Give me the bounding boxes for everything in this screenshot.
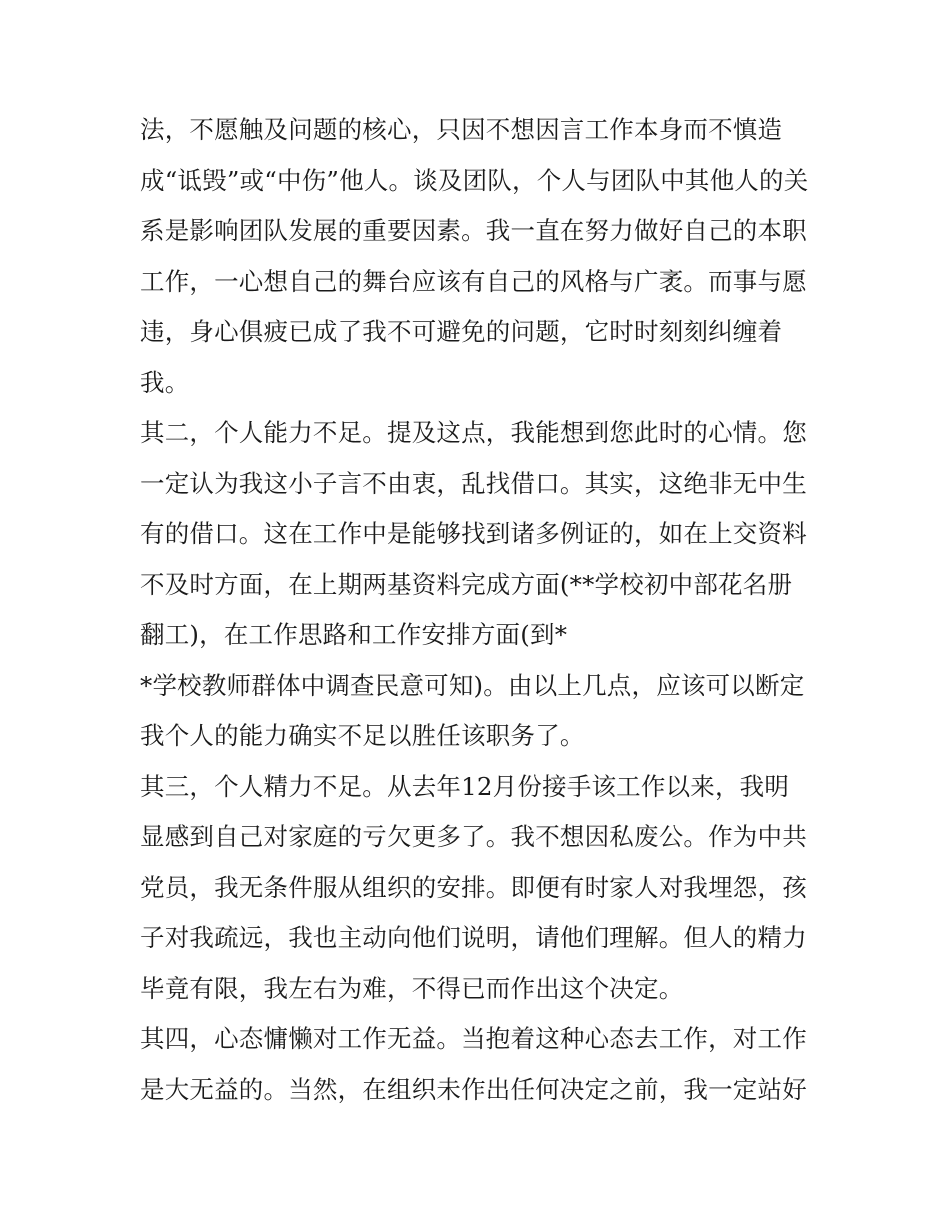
text-line: 其四，心态慵懒对工作无益。当抱着这种心态去工作，对工作 — [140, 1024, 807, 1053]
text-line: 我个人的能力确实不足以胜任该职务了。 — [140, 721, 585, 750]
text-line: 成“诋毁”或“中伤”他人。谈及团队，个人与团队中其他人的关 — [140, 165, 809, 195]
text-line: 翻工)，在工作思路和工作安排方面(到* — [140, 620, 568, 649]
text-line: 系是影响团队发展的重要因素。我一直在努力做好自己的本职 — [140, 216, 807, 245]
text-line: 子对我疏远，我也主动向他们说明，请他们理解。但人的精力 — [140, 923, 807, 952]
text-line: 我。 — [140, 367, 190, 397]
text-line: 毕竟有限，我左右为难，不得已而作出这个决定。 — [140, 973, 684, 1003]
text-line: 有的借口。这在工作中是能够找到诸多例证的，如在上交资料 — [140, 519, 807, 548]
text-line: 是大无益的。当然，在组织未作出任何决定之前，我一定站好 — [140, 1074, 807, 1104]
text-line: 一定认为我这小子言不由衷，乱找借口。其实，这绝非无中生 — [140, 468, 807, 498]
text-line: 党员，我无条件服从组织的安排。即便有时家人对我埋怨，孩 — [140, 872, 807, 902]
text-line: 法，不愿触及问题的核心，只因不想因言工作本身而不慎造 — [140, 115, 783, 144]
text-line: 工作，一心想自己的舞台应该有自己的风格与广袤。而事与愿 — [140, 266, 807, 296]
text-line: 违，身心俱疲已成了我不可避免的问题，它时时刻刻纠缠着 — [140, 317, 783, 346]
text-line: 其二，个人能力不足。提及这点，我能想到您此时的心情。您 — [140, 418, 807, 447]
text-line: 显感到自己对家庭的亏欠更多了。我不想因私废公。作为中共 — [140, 822, 807, 851]
text-line: *学校教师群体中调查民意可知)。由以上几点，应该可以断定 — [140, 670, 805, 700]
text-line: 其三，个人精力不足。从去年12月份接手该工作以来，我明 — [140, 771, 790, 801]
body-text — [140, 105, 820, 1115]
text-line: 不及时方面，在上期两基资料完成方面(**学校初中部花名册 — [140, 569, 793, 599]
